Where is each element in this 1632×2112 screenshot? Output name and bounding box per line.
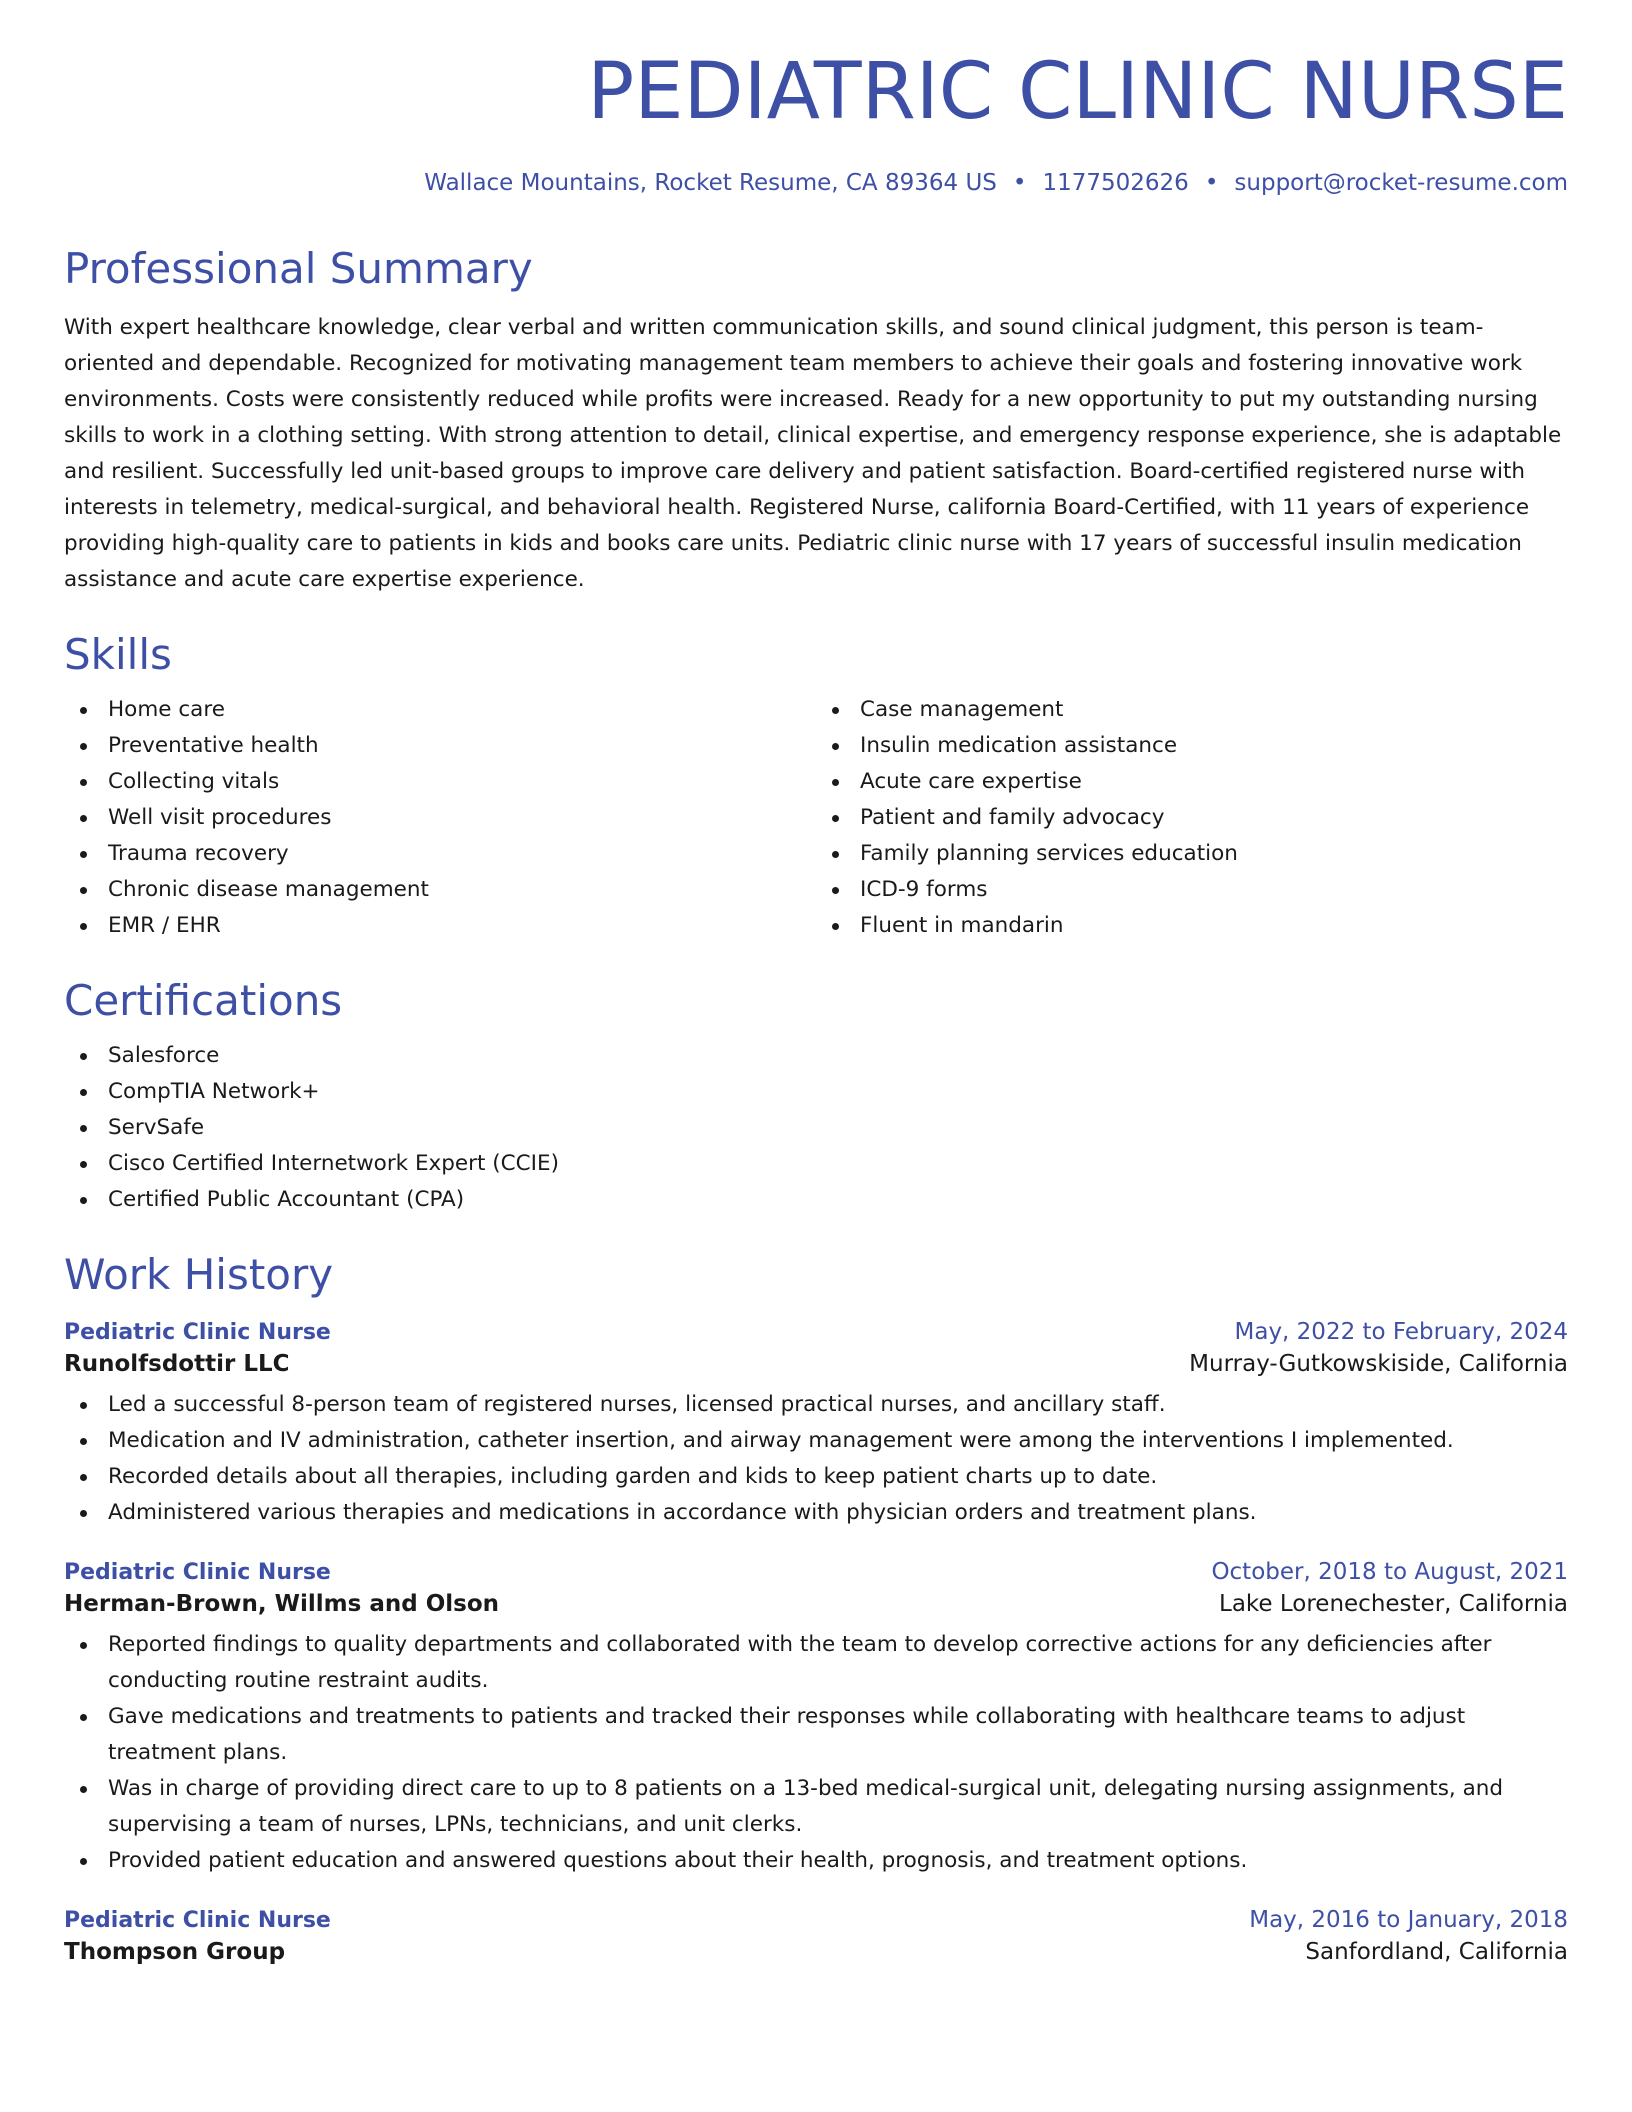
contact-phone: 1177502626 xyxy=(1042,169,1189,196)
contact-address: Wallace Mountains, Rocket Resume, CA 89364 US xyxy=(424,169,997,196)
job-bullet: Medication and IV administration, catheter insertion, and airway management were among the interventions I implemented. xyxy=(64,1423,1568,1459)
certifications-section xyxy=(64,978,1568,1218)
job-bullet: Led a successful 8-person team of registered nurses, licensed practical nurses, and ancillary staff. xyxy=(64,1387,1568,1423)
job-entry xyxy=(64,1319,1568,1531)
job-company: Herman-Brown, Willms and Olson xyxy=(64,1590,499,1617)
skill-item: Case management xyxy=(816,692,1568,728)
job-title: Pediatric Clinic Nurse xyxy=(64,1559,331,1585)
skills-section xyxy=(64,632,1568,944)
skill-item: Insulin medication assistance xyxy=(816,728,1568,764)
job-bullet: Provided patient education and answered questions about their health, prognosis, and treatment options. xyxy=(64,1843,1568,1879)
certifications-heading: Certifications xyxy=(64,976,343,1026)
job-title: Pediatric Clinic Nurse xyxy=(64,1319,331,1345)
certification-item: Certified Public Accountant (CPA) xyxy=(64,1182,1568,1218)
skills-columns xyxy=(64,678,1568,944)
work-history-section xyxy=(64,1252,1568,1964)
certifications-list xyxy=(64,1038,1568,1218)
skill-item: Home care xyxy=(64,692,816,728)
work-history-heading: Work History xyxy=(64,1250,334,1300)
skill-item: Acute care expertise xyxy=(816,764,1568,800)
job-header xyxy=(64,1319,1568,1345)
resume-name: PEDIATRIC CLINIC NURSE xyxy=(587,47,1568,137)
skills-list-right xyxy=(816,692,1568,944)
skill-item: Collecting vitals xyxy=(64,764,816,800)
skill-item: Preventative health xyxy=(64,728,816,764)
skill-item: Family planning services education xyxy=(816,836,1568,872)
job-bullets xyxy=(64,1627,1568,1879)
contact-separator: • xyxy=(1012,169,1027,196)
job-location: Sanfordland, California xyxy=(1305,1938,1568,1965)
skills-heading: Skills xyxy=(64,630,172,680)
job-dates: May, 2016 to January, 2018 xyxy=(1249,1906,1568,1933)
job-subheader xyxy=(64,1591,1568,1617)
contact-separator: • xyxy=(1204,169,1219,196)
skill-item: EMR / EHR xyxy=(64,908,816,944)
job-bullet: Recorded details about all therapies, including garden and kids to keep patient charts up to date. xyxy=(64,1459,1568,1495)
job-bullets xyxy=(64,1387,1568,1531)
job-bullet: Was in charge of providing direct care to up to 8 patients on a 13-bed medical-surgical unit, delegating nursing assignments, and supervising a team of nurses, LPNs, technicians, and unit clerks. xyxy=(64,1771,1568,1843)
job-title: Pediatric Clinic Nurse xyxy=(64,1907,331,1933)
certification-item: CompTIA Network+ xyxy=(64,1074,1568,1110)
skill-item: Well visit procedures xyxy=(64,800,816,836)
job-bullet: Administered various therapies and medications in accordance with physician orders and treatment plans. xyxy=(64,1495,1568,1531)
job-bullet: Gave medications and treatments to patients and tracked their responses while collaborating with healthcare teams to adjust treatment plans. xyxy=(64,1699,1568,1771)
job-dates: October, 2018 to August, 2021 xyxy=(1211,1558,1568,1585)
job-entry xyxy=(64,1559,1568,1879)
job-subheader xyxy=(64,1939,1568,1965)
job-header xyxy=(64,1907,1568,1933)
certification-item: Cisco Certified Internetwork Expert (CCIE) xyxy=(64,1146,1568,1182)
skill-item: Chronic disease management xyxy=(64,872,816,908)
job-location: Murray-Gutkowskiside, California xyxy=(1189,1350,1568,1377)
contact-line xyxy=(64,170,1568,196)
skills-list-left xyxy=(64,692,816,944)
summary-text: With expert healthcare knowledge, clear verbal and written communication skills, and sound clinical judgment, this person is team-oriented and dependable. Recognized for motivating management team members to achieve their goals and fostering innovative work environments. Costs were consistently reduced while profits were increased. Ready for a new opportunity to put my outstanding nursing skills to work in a clothing setting. With strong attention to detail, clinical expertise, and emergency response experience, she is adaptable and resilient. Successfully led unit-based groups to improve care delivery and patient satisfaction. Board-certified registered nurse with interests in telemetry, medical-surgical, and behavioral health. Registered Nurse, california Board-Certified, with 11 years of experience providing high-quality care to patients in kids and books care units. Pediatric clinic nurse with 17 years of successful insulin medication assistance and acute care expertise experience. xyxy=(64,315,1562,593)
job-company: Runolfsdottir LLC xyxy=(64,1350,290,1377)
skill-item: Fluent in mandarin xyxy=(816,908,1568,944)
job-location: Lake Lorenechester, California xyxy=(1219,1590,1568,1617)
job-dates: May, 2022 to February, 2024 xyxy=(1234,1318,1568,1345)
job-entry xyxy=(64,1907,1568,1965)
job-subheader xyxy=(64,1351,1568,1377)
contact-email[interactable]: support@rocket-resume.com xyxy=(1234,169,1568,196)
skill-item: ICD-9 forms xyxy=(816,872,1568,908)
summary-heading: Professional Summary xyxy=(64,243,533,293)
certification-item: Salesforce xyxy=(64,1038,1568,1074)
certification-item: ServSafe xyxy=(64,1110,1568,1146)
job-header xyxy=(64,1559,1568,1585)
job-company: Thompson Group xyxy=(64,1938,286,1965)
skill-item: Patient and family advocacy xyxy=(816,800,1568,836)
job-bullet: Reported findings to quality departments and collaborated with the team to develop corrective actions for any deficiencies after conducting routine restraint audits. xyxy=(64,1627,1568,1699)
skill-item: Trauma recovery xyxy=(64,836,816,872)
